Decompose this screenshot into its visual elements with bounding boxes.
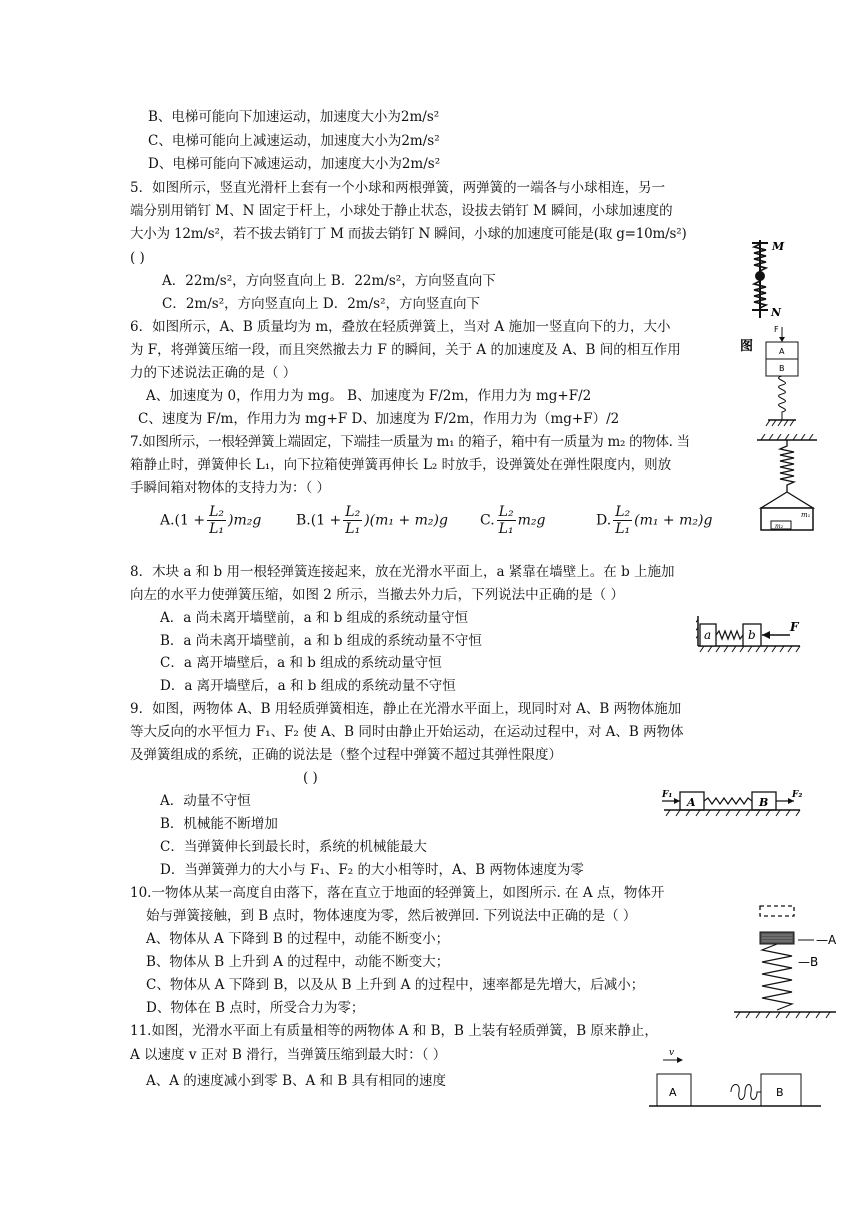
- question-7-line-3: 手瞬间箱对物体的支持力为：（ ）: [130, 480, 331, 496]
- question-7-options: [160, 504, 760, 550]
- block-a-label: A: [669, 1086, 677, 1099]
- question-10-option-d: D、物体在 B 点时，所受合力为零；: [146, 1000, 365, 1016]
- question-11-options-ab: A、A 的速度减小到零 B、A 和 B 具有相同的速度: [146, 1073, 447, 1089]
- question-5-options-cd: C．2m/s²，方向竖直向上 D．2m/s²，方向竖直向下: [162, 296, 481, 312]
- option-b-q4: B、电梯可能向下加速运动，加速度大小为2m/s²: [148, 109, 440, 125]
- question-5-bracket: ( ): [130, 250, 145, 266]
- option-c-q4: C、电梯可能向上减速运动，加速度大小为2m/s²: [148, 133, 440, 149]
- question-6-line-1: 6．如图所示，A、B 质量均为 m，叠放在轻质弹簧上，当对 A 施加一竖直向下的力，大小: [130, 319, 671, 335]
- pin-m-label: M: [772, 240, 785, 253]
- q6-stacked-blocks-figure: [740, 322, 800, 434]
- question-8-option-a: A．a 尚未离开墙壁前，a 和 b 组成的系统动量守恒: [160, 610, 469, 626]
- question-6-line-2: 为 F，将弹簧压缩一段，而且突然撤去力 F 的瞬间，关于 A 的加速度及 A、B 间的相互作用: [130, 342, 681, 358]
- question-10-option-a: A、物体从 A 下降到 B 的过程中，动能不断变小；: [146, 931, 450, 947]
- q8-wall-blocks-figure: [696, 612, 808, 656]
- q7-hanging-box-figure: [755, 434, 819, 534]
- question-8-option-b: B．a 尚未离开墙壁前，a 和 b 组成的系统动量不守恒: [160, 633, 482, 649]
- point-b-label: —B: [798, 955, 819, 969]
- question-8-option-d: D．a 离开墙壁后，a 和 b 组成的系统动量不守恒: [160, 678, 456, 694]
- question-5-options-ab: A．22m/s²，方向竖直向上 B．22m/s²，方向竖直向下: [162, 273, 496, 289]
- question-10-line-2: 始与弹簧接触，到 B 点时，物体速度为零，然后被弹回. 下列说法中正确的是（ ）: [146, 908, 637, 924]
- figure-caption-cut: 图: [740, 339, 754, 354]
- question-8-line-2: 向左的水平力使弹簧压缩，如图 2 所示，当撤去外力后，下列说法中正确的是（ ）: [130, 587, 624, 603]
- question-10-option-b: B、物体从 B 上升到 A 的过程中，动能不断变大；: [146, 954, 450, 970]
- force-f-label: F: [790, 620, 799, 634]
- question-5-line-3: 大小为 12m/s²，若不拔去销钉丁 M 而拔去销钉 N 瞬间，小球的加速度可能是(取 g=10m/s²): [130, 226, 687, 242]
- question-9-line-3: 及弹簧组成的系统，正确的说法是（整个过程中弹簧不超过其弹性限度）: [130, 747, 562, 763]
- question-10-option-c: C、物体从 A 下降到 B，以及从 B 上升到 A 的过程中，速率都是先增大，后减小；: [146, 977, 645, 993]
- q11-collision-figure: [645, 1046, 825, 1116]
- q9-two-blocks-figure: [660, 785, 810, 821]
- question-9-option-d: D．当弹簧弹力的大小与 F₁、F₂ 的大小相等时，A、B 两物体速度为零: [160, 862, 584, 878]
- formula-option-c: C. $\frac{\text{L₂}}{\text{L₁}}$ m₂g: [480, 504, 546, 537]
- question-5-line-2: 端分别用销钉 M、N 固定于杆上，小球处于静止状态，设拔去销钉 M 瞬间，小球加速度的: [130, 203, 673, 219]
- block-b-label: b: [748, 628, 756, 642]
- question-10-line-1: 10.一物体从某一高度自由落下，落在直立于地面的轻弹簧上，如图所示. 在 A 点，物体开: [130, 885, 665, 901]
- q10-drop-spring-figure: [730, 900, 840, 1022]
- force-f2-label: F₂: [792, 790, 803, 800]
- question-9-option-c: C．当弹簧伸长到最长时，系统的机械能最大: [160, 839, 427, 855]
- formula-option-d: D. $\frac{\text{L₂}}{\text{L₁}}$ (m₁ + m₂)g: [596, 504, 713, 537]
- question-8-option-c: C．a 离开墙壁后，a 和 b 组成的系统动量守恒: [160, 655, 442, 671]
- option-d-q4: D、电梯可能向下减速运动，加速度大小为2m/s²: [148, 156, 441, 172]
- object-mass-label: m₂: [775, 523, 784, 530]
- force-f1-label: F₁: [662, 790, 673, 800]
- block-b-label: B: [779, 364, 785, 373]
- question-6-options-ab: A、加速度为 0，作用力为 mg。 B、加速度为 F/2m，作用力为 mg+F/2: [146, 388, 592, 404]
- q5-spring-rod-figure: [748, 238, 788, 320]
- question-9-line-1: 9．如图，两物体 A、B 用轻质弹簧相连，静止在光滑水平面上，现同时对 A、B 两物体施加: [130, 701, 682, 717]
- question-5-line-1: 5．如图所示，竖直光滑杆上套有一个小球和两根弹簧，两弹簧的一端各与小球相连，另一: [130, 180, 666, 196]
- force-f-label: F: [774, 325, 779, 334]
- question-6-line-3: 力的下述说法正确的是（ ）: [130, 365, 297, 381]
- question-8-line-1: 8．木块 a 和 b 用一根轻弹簧连接起来，放在光滑水平面上，a 紧靠在墙壁上。在 b 上施加: [130, 564, 675, 580]
- block-a-label: A: [779, 347, 785, 356]
- question-9-option-b: B．机械能不断增加: [160, 816, 278, 832]
- question-9-option-a: A．动量不守恒: [160, 793, 251, 809]
- formula-option-b: B.(1 + $\frac{\text{L₂}}{\text{L₁}}$ )(m₁ + m₂)g: [296, 504, 448, 537]
- pin-n-label: N: [771, 306, 782, 319]
- formula-option-a: A.(1 + $\frac{\text{L₂}}{\text{L₁}}$ )m₂g: [160, 504, 262, 537]
- question-11-line-1: 11.如图，光滑水平面上有质量相等的两物体 A 和 B，B 上装有轻质弹簧，B 原来静止，: [130, 1023, 658, 1039]
- question-6-options-cd: C、速度为 F/m，作用力为 mg+F D、加速度为 F/2m，作用力为（mg+F）/2: [138, 411, 620, 427]
- block-b-label: B: [759, 796, 769, 809]
- question-9-line-2: 等大反向的水平恒力 F₁、F₂ 使 A、B 同时由静止开始运动，在运动过程中，对 A、B 两物体: [130, 724, 684, 740]
- block-a-label: A: [687, 796, 696, 809]
- question-11-line-2: A 以速度 v 正对 B 滑行，当弹簧压缩到最大时：（ ）: [130, 1047, 447, 1063]
- question-9-bracket: ( ): [303, 770, 318, 786]
- velocity-v-label: v: [669, 1048, 675, 1058]
- point-a-label: —A: [816, 933, 837, 947]
- question-7-line-1: 7.如图所示，一根轻弹簧上端固定，下端挂一质量为 m₁ 的箱子，箱中有一质量为 m₂ 的物体. 当: [130, 434, 690, 450]
- block-b-label: B: [776, 1086, 784, 1099]
- block-a-label: a: [704, 628, 712, 642]
- box-mass-label: m₁: [801, 511, 811, 519]
- question-7-line-2: 箱静止时，弹簧伸长 L₁，向下拉箱使弹簧再伸长 L₂ 时放手，设弹簧处在弹性限度内，则放: [130, 457, 672, 473]
